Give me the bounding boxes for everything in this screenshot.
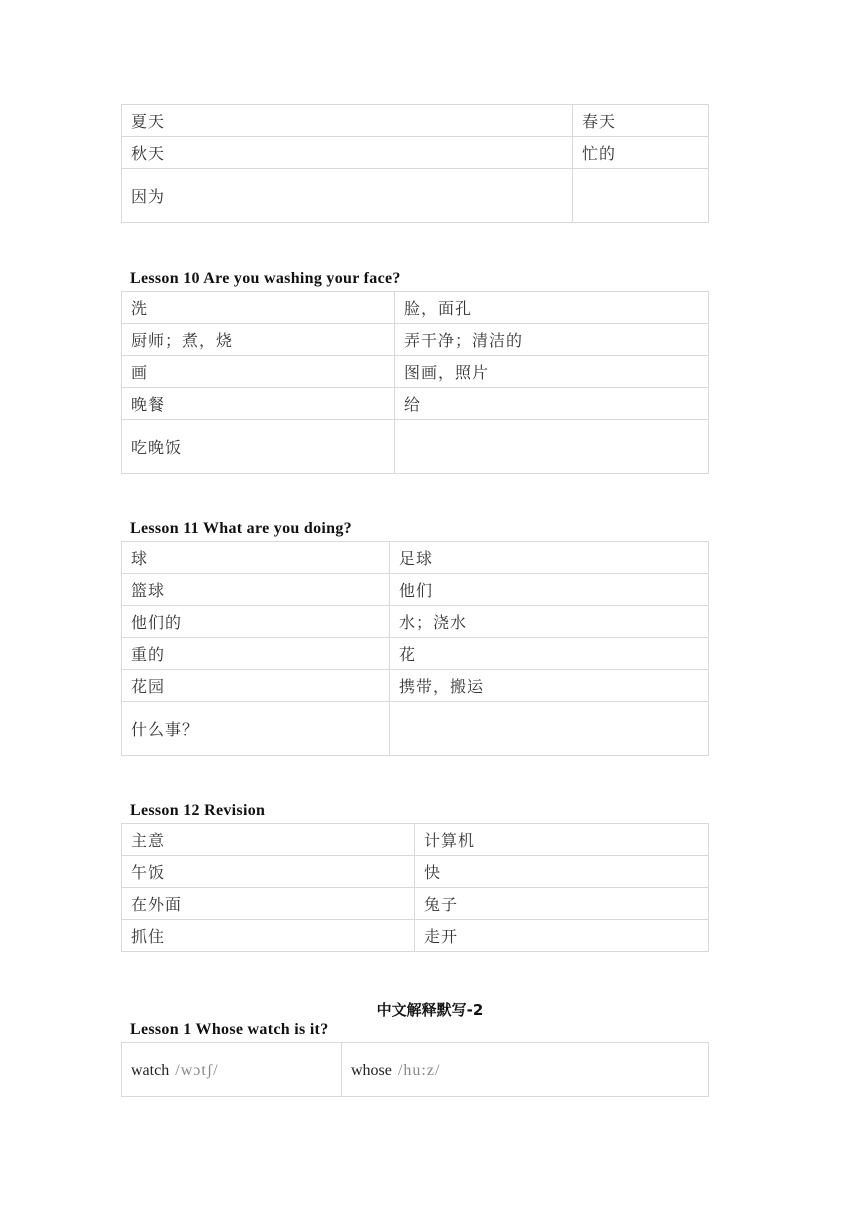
- lesson-10-heading: Lesson 10 Are you washing your face?: [130, 270, 401, 287]
- table-cell: 足球: [390, 542, 709, 574]
- table-cell: 他们的: [122, 606, 390, 638]
- table-cell: 弄干净；清洁的: [395, 324, 709, 356]
- table-cell: 快: [415, 856, 709, 888]
- table-row: [122, 606, 709, 638]
- table-row: [122, 1043, 709, 1097]
- table-row: [122, 574, 709, 606]
- table-row: [122, 137, 709, 169]
- table-row: [122, 542, 709, 574]
- lesson-12-table: [121, 823, 709, 952]
- table-cell: 吃晚饭: [122, 420, 395, 474]
- table-cell: 走开: [415, 920, 709, 952]
- table-cell: 午饭: [122, 856, 415, 888]
- section-title: 中文解释默写-2: [376, 1001, 484, 1019]
- table-cell: 给: [395, 388, 709, 420]
- table-cell: 秋天: [122, 137, 573, 169]
- table-cell: 厨师；煮，烧: [122, 324, 395, 356]
- table-row: [122, 292, 709, 324]
- table-cell: 计算机: [415, 824, 709, 856]
- table-row: [122, 324, 709, 356]
- table-cell: 忙的: [573, 137, 709, 169]
- table-cell: 什么事？: [122, 702, 390, 756]
- table-cell: 抓住: [122, 920, 415, 952]
- table-cell: 花园: [122, 670, 390, 702]
- table-cell: 洗: [122, 292, 395, 324]
- vocab-word: whose: [351, 1061, 392, 1079]
- table-cell: 画: [122, 356, 395, 388]
- table-cell: 他们: [390, 574, 709, 606]
- table-cell: 携带，搬运: [390, 670, 709, 702]
- vocab-phonetic: /wɔtʃ/: [175, 1061, 219, 1079]
- table-cell: 兔子: [415, 888, 709, 920]
- table-row: [122, 888, 709, 920]
- table-row: [122, 856, 709, 888]
- table-cell: [390, 702, 709, 756]
- table-cell: 脸，面孔: [395, 292, 709, 324]
- table-row: [122, 420, 709, 474]
- table-row: [122, 920, 709, 952]
- lesson-10-table: [121, 291, 709, 474]
- table-cell: [573, 169, 709, 223]
- table-cell: 花: [390, 638, 709, 670]
- table-cell: [395, 420, 709, 474]
- table-row: [122, 105, 709, 137]
- table-cell: 球: [122, 542, 390, 574]
- table-cell: [122, 1043, 342, 1097]
- lesson-1-table: [121, 1042, 709, 1097]
- table-cell: 春天: [573, 105, 709, 137]
- lesson-11-heading: Lesson 11 What are you doing?: [130, 520, 352, 537]
- table-cell: 篮球: [122, 574, 390, 606]
- lesson-1-heading: Lesson 1 Whose watch is it?: [130, 1021, 329, 1038]
- table-row: [122, 388, 709, 420]
- table-cell: 主意: [122, 824, 415, 856]
- table-row: [122, 670, 709, 702]
- table-row: [122, 824, 709, 856]
- table-top: [121, 104, 709, 223]
- table-row: [122, 638, 709, 670]
- table-cell: 图画，照片: [395, 356, 709, 388]
- table-cell: [342, 1043, 709, 1097]
- lesson-11-table: [121, 541, 709, 756]
- table-cell: 晚餐: [122, 388, 395, 420]
- vocab-phonetic: /hu:z/: [397, 1061, 441, 1079]
- table-row: [122, 356, 709, 388]
- table-cell: 重的: [122, 638, 390, 670]
- table-cell: 夏天: [122, 105, 573, 137]
- table-cell: 因为: [122, 169, 573, 223]
- table-row: [122, 169, 709, 223]
- lesson-12-heading: Lesson 12 Revision: [130, 802, 266, 819]
- table-row: [122, 702, 709, 756]
- table-cell: 在外面: [122, 888, 415, 920]
- vocab-word: watch: [131, 1061, 170, 1079]
- table-cell: 水；浇水: [390, 606, 709, 638]
